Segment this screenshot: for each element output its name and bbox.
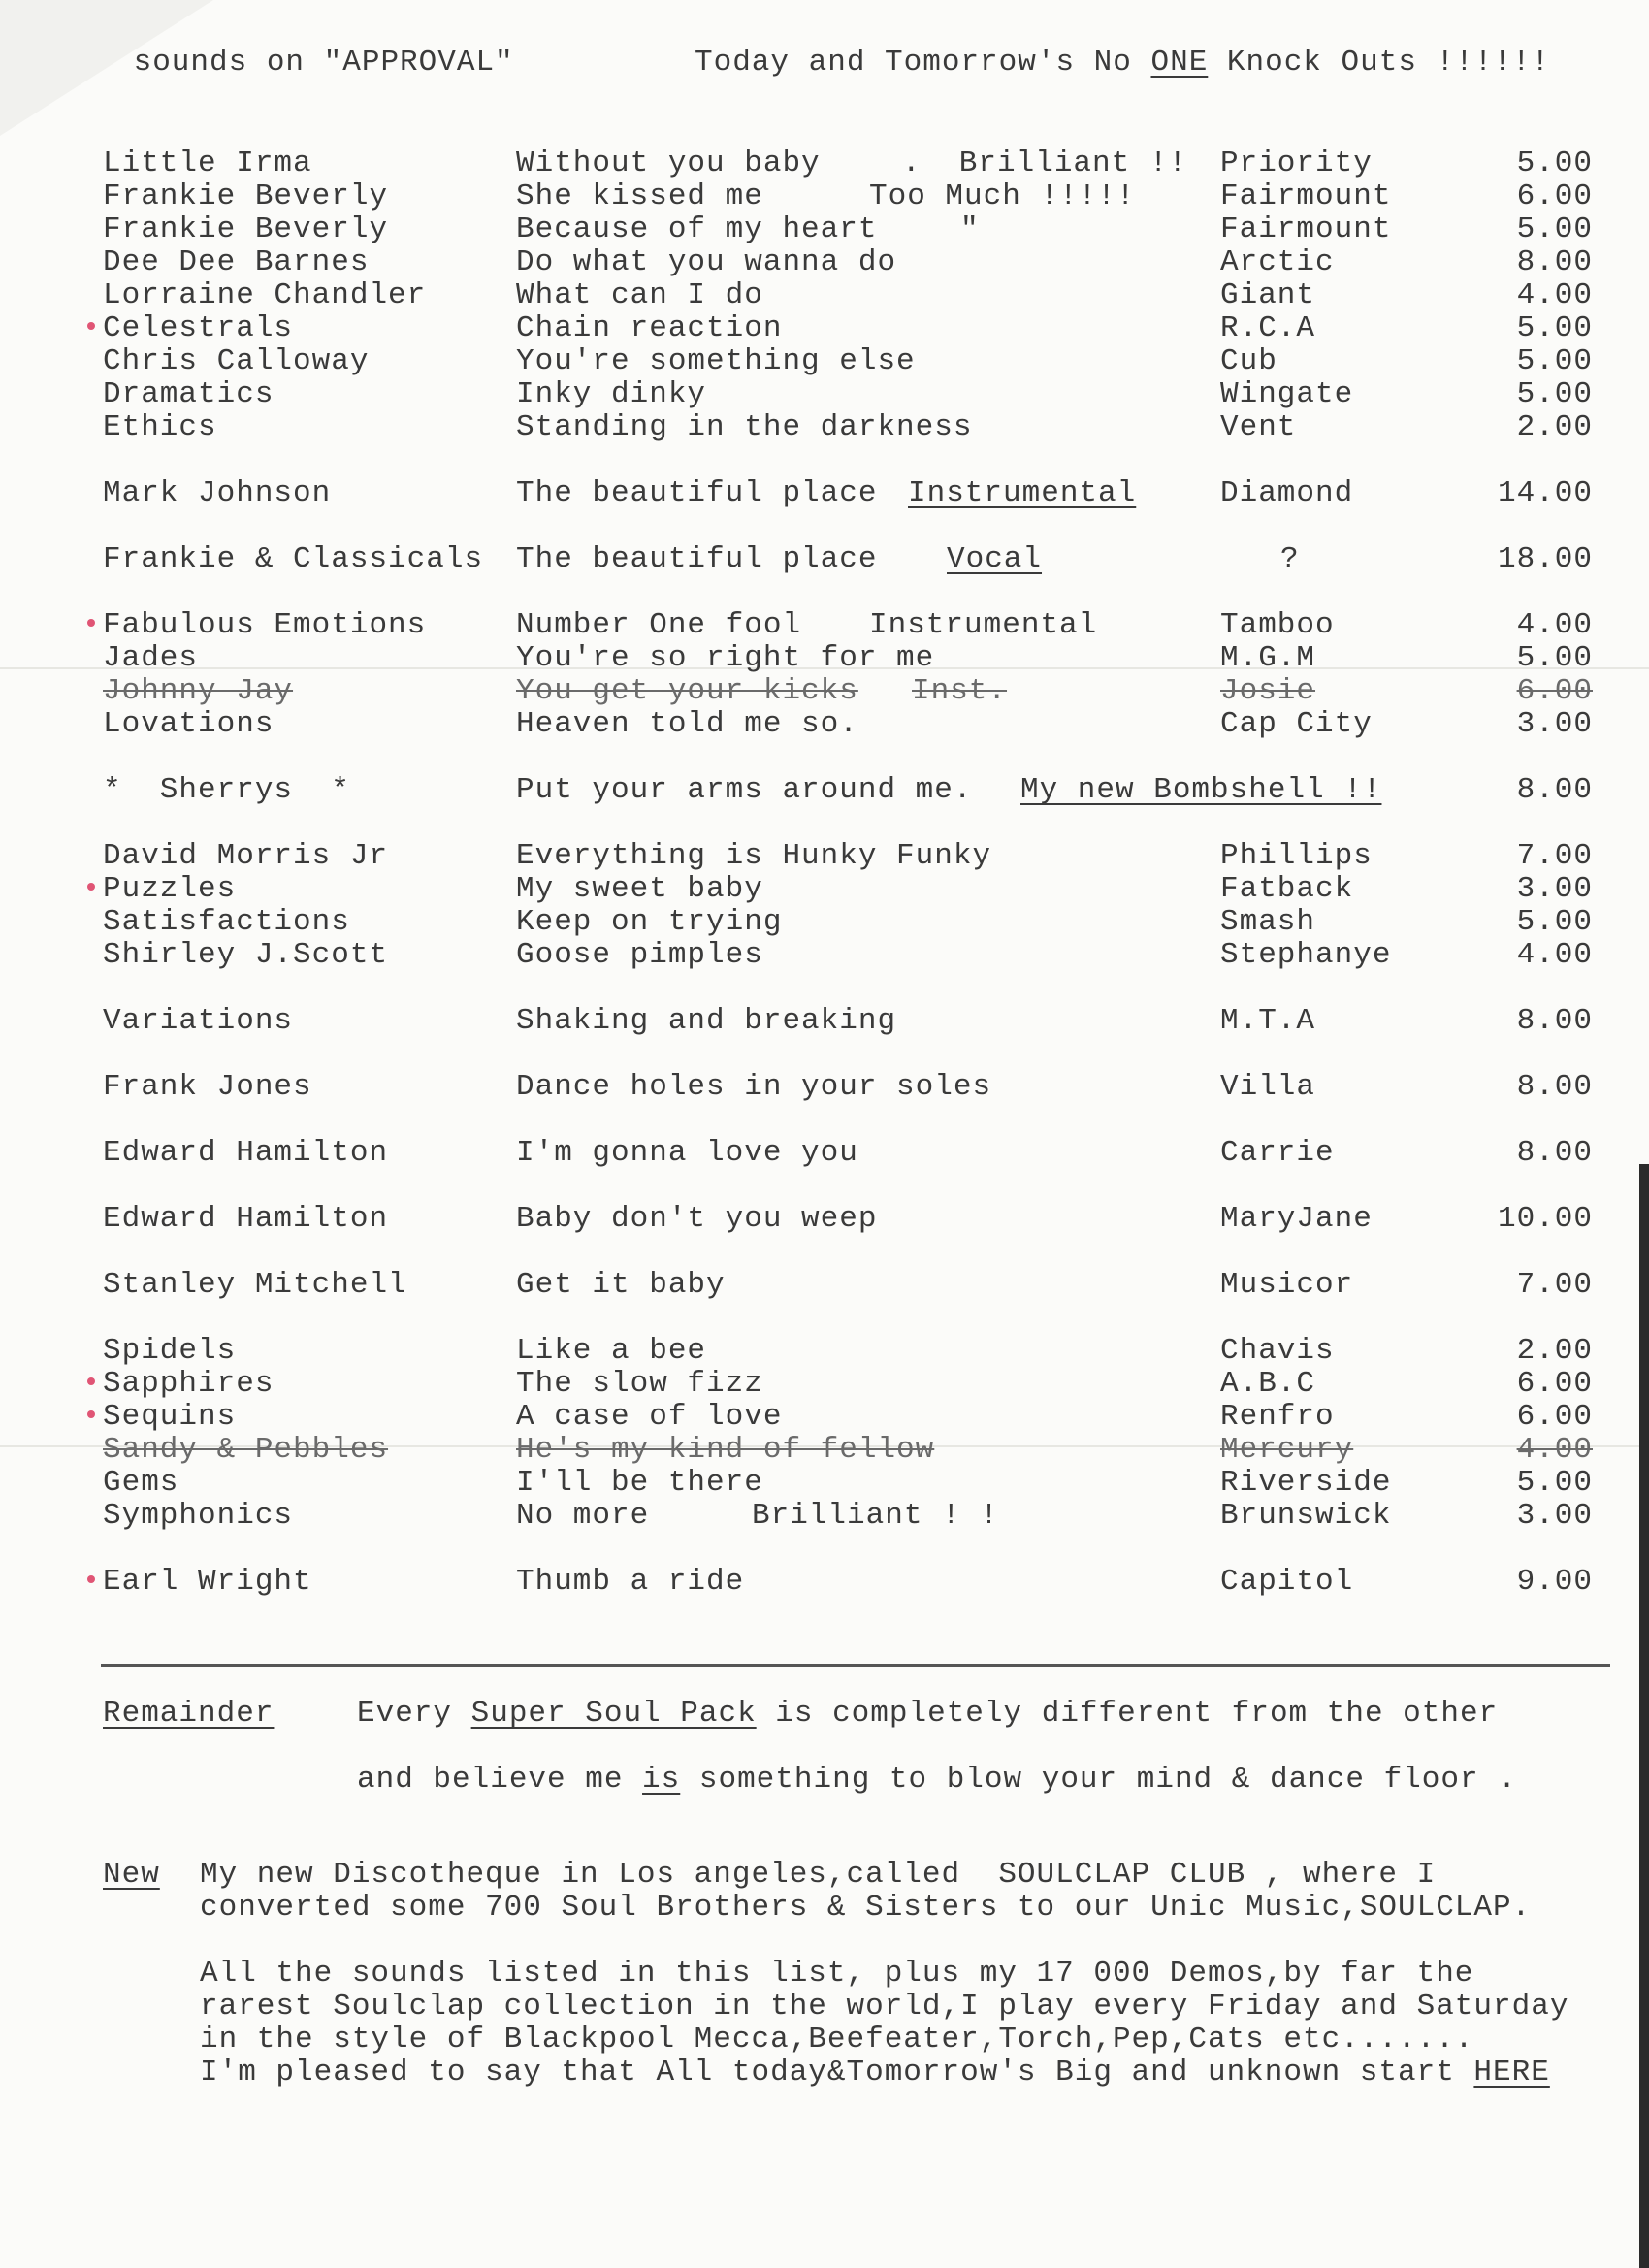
record-artist: David Morris Jr	[103, 839, 389, 873]
remainder-line-2: and believe me is something to blow your mind & dance floor .	[357, 1763, 1517, 1797]
record-label: Mercury	[1220, 1433, 1354, 1467]
record-title: Get it baby	[516, 1268, 726, 1302]
record-title: Everything is Hunky Funky	[516, 839, 992, 873]
record-note: Too Much !!!!!	[869, 179, 1136, 213]
record-price: 5.00	[1516, 311, 1593, 345]
record-label: Stephanye	[1220, 938, 1392, 972]
remainder-line-1: Every Super Soul Pack is completely different from the other	[357, 1697, 1499, 1731]
header-left: sounds on "APPROVAL"	[114, 46, 514, 80]
record-title: The beautiful place	[516, 542, 878, 576]
record-price: 8.00	[1516, 1136, 1593, 1170]
record-title: Number One fool	[516, 608, 802, 642]
record-price: 8.00	[1516, 1070, 1593, 1104]
record-artist: Shirley J.Scott	[103, 938, 389, 972]
record-title: I'll be there	[516, 1466, 763, 1500]
record-price: 8.00	[1516, 245, 1593, 279]
record-title: My sweet baby	[516, 872, 763, 906]
record-artist: Puzzles	[103, 872, 237, 906]
record-price: 9.00	[1516, 1565, 1593, 1599]
record-artist: Frank Jones	[103, 1070, 312, 1104]
record-title: You get your kicks	[516, 674, 858, 708]
header-right: Today and Tomorrow's No ONE Knock Outs !!!!!!	[695, 46, 1551, 80]
record-price: 14.00	[1497, 476, 1593, 510]
record-price: 5.00	[1516, 344, 1593, 378]
record-title: Inky dinky	[516, 377, 707, 411]
record-title: You're so right for me	[516, 641, 935, 675]
record-price: 2.00	[1516, 1334, 1593, 1368]
record-artist: Sandy & Pebbles	[103, 1433, 389, 1467]
record-label: Tamboo	[1220, 608, 1335, 642]
pink-tick-mark	[87, 619, 95, 627]
record-price: 18.00	[1497, 542, 1593, 576]
record-artist: Edward Hamilton	[103, 1136, 389, 1170]
record-note: Vocal	[947, 542, 1043, 576]
record-artist: Celestrals	[103, 311, 294, 345]
record-price: 8.00	[1516, 1004, 1593, 1038]
record-artist: Frankie & Classicals	[103, 542, 484, 576]
record-title: You're something else	[516, 344, 916, 378]
record-title: Dance holes in your soles	[516, 1070, 992, 1104]
record-label: Fatback	[1220, 872, 1354, 906]
record-title: Shaking and breaking	[516, 1004, 897, 1038]
record-artist: Lovations	[103, 707, 275, 741]
record-title: She kissed me	[516, 179, 763, 213]
record-artist: Gems	[103, 1466, 179, 1500]
record-artist: Satisfactions	[103, 905, 350, 939]
record-label: M.T.A	[1220, 1004, 1316, 1038]
record-label: M.G.M	[1220, 641, 1316, 675]
record-label: Diamond	[1220, 476, 1354, 510]
record-artist: Ethics	[103, 410, 217, 444]
record-artist: Sapphires	[103, 1367, 275, 1401]
record-note: Instrumental	[869, 608, 1098, 642]
record-price: 4.00	[1516, 1433, 1593, 1467]
record-artist: Spidels	[103, 1334, 237, 1368]
record-title: Baby don't you weep	[516, 1202, 878, 1236]
record-title: No more	[516, 1499, 650, 1533]
record-artist: Dramatics	[103, 377, 275, 411]
record-title: The slow fizz	[516, 1367, 763, 1401]
record-title: Thumb a ride	[516, 1565, 745, 1599]
record-price: 5.00	[1516, 212, 1593, 246]
record-label: Renfro	[1220, 1400, 1335, 1434]
record-title: He's my kind of fellow	[516, 1433, 935, 1467]
record-artist: Little Irma	[103, 146, 312, 180]
pink-tick-mark	[87, 1575, 95, 1583]
new-line-1: My new Discotheque in Los angeles,called SOULCLAP CLUB , where I	[200, 1858, 1437, 1892]
footer-line-4: I'm pleased to say that All today&Tomorrow's Big and unknown start HERE	[200, 2056, 1550, 2090]
record-label: Musicor	[1220, 1268, 1354, 1302]
record-artist: Fabulous Emotions	[103, 608, 427, 642]
record-label: Fairmount	[1220, 179, 1392, 213]
record-note: My new Bombshell !!	[1020, 773, 1382, 807]
record-price: 5.00	[1516, 641, 1593, 675]
record-price: 5.00	[1516, 146, 1593, 180]
record-artist: Sequins	[103, 1400, 237, 1434]
record-title: Standing in the darkness	[516, 410, 973, 444]
record-label: Cub	[1220, 344, 1277, 378]
record-title: What can I do	[516, 278, 763, 312]
record-artist: Frankie Beverly	[103, 212, 389, 246]
record-artist: Jades	[103, 641, 199, 675]
record-price: 6.00	[1516, 1367, 1593, 1401]
record-price: 5.00	[1516, 377, 1593, 411]
pink-tick-mark	[87, 1410, 95, 1418]
footer-line-3: in the style of Blackpool Mecca,Beefeater,Torch,Pep,Cats etc.......	[200, 2023, 1474, 2057]
record-label: Fairmount	[1220, 212, 1392, 246]
record-price: 7.00	[1516, 839, 1593, 873]
record-title: A case of love	[516, 1400, 783, 1434]
record-price: 10.00	[1497, 1202, 1593, 1236]
new-line-2: converted some 700 Soul Brothers & Sisters to our Unic Music,SOULCLAP.	[200, 1891, 1532, 1925]
record-title: Chain reaction	[516, 311, 783, 345]
record-price: 6.00	[1516, 1400, 1593, 1434]
record-label: Smash	[1220, 905, 1316, 939]
record-price: 5.00	[1516, 1466, 1593, 1500]
record-price: 4.00	[1516, 938, 1593, 972]
record-artist: Variations	[103, 1004, 294, 1038]
record-note: "	[960, 212, 980, 246]
record-label: Cap City	[1220, 707, 1373, 741]
record-label: Chavis	[1220, 1334, 1335, 1368]
record-price: 4.00	[1516, 608, 1593, 642]
record-label: Villa	[1220, 1070, 1316, 1104]
record-label: Wingate	[1220, 377, 1354, 411]
record-label: Arctic	[1220, 245, 1335, 279]
record-price: 7.00	[1516, 1268, 1593, 1302]
record-price: 3.00	[1516, 872, 1593, 906]
record-artist: Frankie Beverly	[103, 179, 389, 213]
record-label: Brunswick	[1220, 1499, 1392, 1533]
record-artist: Edward Hamilton	[103, 1202, 389, 1236]
record-artist: Johnny Jay	[103, 674, 294, 708]
record-title: Put your arms around me.	[516, 773, 973, 807]
record-label: Carrie	[1220, 1136, 1335, 1170]
record-label: Vent	[1220, 410, 1297, 444]
record-title: I'm gonna love you	[516, 1136, 858, 1170]
record-title: Like a bee	[516, 1334, 707, 1368]
record-price: 3.00	[1516, 1499, 1593, 1533]
record-artist: * Sherrys *	[103, 773, 350, 807]
record-note: . Brilliant !!	[902, 146, 1188, 180]
record-title: Keep on trying	[516, 905, 783, 939]
record-label: MaryJane	[1220, 1202, 1373, 1236]
record-artist: Earl Wright	[103, 1565, 312, 1599]
record-note: Instrumental	[908, 476, 1137, 510]
section-divider	[101, 1664, 1610, 1667]
record-title: Without you baby	[516, 146, 821, 180]
record-artist: Dee Dee Barnes	[103, 245, 370, 279]
scan-edge	[1639, 1164, 1649, 2268]
record-price: 6.00	[1516, 674, 1593, 708]
record-title: Goose pimples	[516, 938, 763, 972]
record-title: Heaven told me so.	[516, 707, 858, 741]
record-label: Capitol	[1220, 1565, 1354, 1599]
pink-tick-mark	[87, 883, 95, 891]
record-artist: Stanley Mitchell	[103, 1268, 407, 1302]
record-label: Phillips	[1220, 839, 1373, 873]
record-label: A.B.C	[1220, 1367, 1316, 1401]
record-artist: Symphonics	[103, 1499, 294, 1533]
remainder-heading: Remainder	[103, 1697, 275, 1731]
record-label: Riverside	[1220, 1466, 1392, 1500]
record-title: The beautiful place	[516, 476, 878, 510]
record-artist: Lorraine Chandler	[103, 278, 427, 312]
record-title: Because of my heart	[516, 212, 878, 246]
record-label: R.C.A	[1220, 311, 1316, 345]
pink-tick-mark	[87, 1377, 95, 1385]
record-price: 4.00	[1516, 278, 1593, 312]
record-title: Do what you wanna do	[516, 245, 897, 279]
record-label: Giant	[1220, 278, 1316, 312]
record-price: 5.00	[1516, 905, 1593, 939]
record-price: 6.00	[1516, 179, 1593, 213]
record-price: 8.00	[1516, 773, 1593, 807]
record-price: 2.00	[1516, 410, 1593, 444]
record-note: Brilliant ! !	[752, 1499, 999, 1533]
record-label: Priority	[1220, 146, 1373, 180]
record-artist: Chris Calloway	[103, 344, 370, 378]
footer-line-2: rarest Soulclap collection in the world,I play every Friday and Saturday	[200, 1990, 1569, 2024]
footer-line-1: All the sounds listed in this list, plus my 17 000 Demos,by far the	[200, 1957, 1474, 1991]
record-price: 3.00	[1516, 707, 1593, 741]
record-label: Josie	[1220, 674, 1316, 708]
record-artist: Mark Johnson	[103, 476, 332, 510]
new-heading: New	[103, 1858, 160, 1892]
record-note: Inst.	[912, 674, 1008, 708]
pink-tick-mark	[87, 322, 95, 330]
record-label: ?	[1280, 542, 1300, 576]
